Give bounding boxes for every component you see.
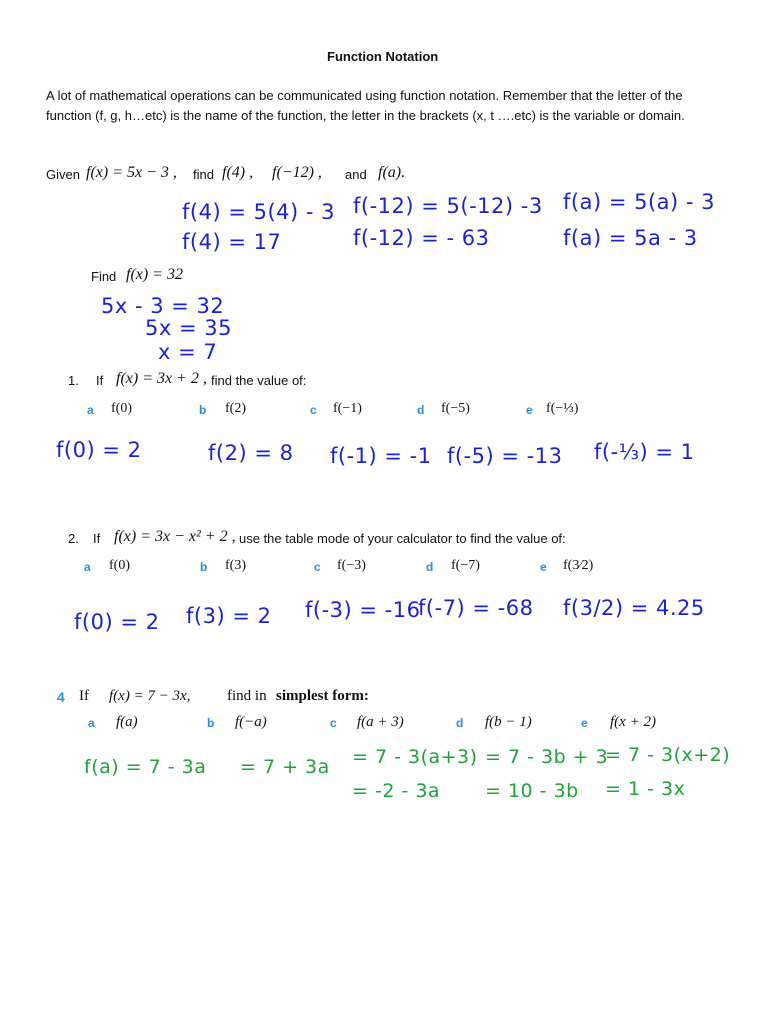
q2-part-d-answer: f(-7) = -68 — [418, 596, 534, 620]
q4-part-c-letter: c — [330, 716, 337, 730]
q4-part-e-expr: f(x + 2) — [610, 714, 656, 730]
given-work-col2-line1: f(-12) = 5(-12) -3 — [353, 194, 543, 218]
find-work-line3: x = 7 — [158, 340, 218, 364]
q1-part-d-expr: f(−5) — [441, 401, 470, 416]
q1-if: If — [96, 373, 104, 388]
q2-part-a-answer: f(0) = 2 — [74, 610, 160, 634]
q2-part-b-expr: f(3) — [225, 558, 246, 573]
q4-part-b-work-line1: = 7 + 3a — [240, 756, 330, 778]
q1-part-d-letter: d — [417, 403, 425, 417]
given-function: f(x) = 5x − 3 , — [86, 164, 177, 181]
q4-function: f(x) = 7 − 3x, — [109, 688, 191, 704]
given-work-col2-line2: f(-12) = - 63 — [353, 226, 490, 250]
q1-part-a-expr: f(0) — [111, 401, 132, 416]
q2-part-e-answer: f(3/2) = 4.25 — [563, 596, 705, 620]
q2-part-a-expr: f(0) — [109, 558, 130, 573]
find-work-line1: 5x - 3 = 32 — [101, 294, 225, 318]
q1-part-e-answer: f(-⅓) = 1 — [594, 440, 695, 464]
q2-number: 2. — [68, 531, 79, 546]
q4-part-b-expr: f(−a) — [235, 714, 267, 730]
q2-part-c-letter: c — [314, 560, 321, 574]
q4-part-e-work-line1: = 7 - 3(x+2) — [605, 744, 731, 766]
q1-function: f(x) = 3x + 2 , — [116, 370, 207, 387]
q2-function: f(x) = 3x − x² + 2 , — [114, 528, 236, 545]
given-label: Given — [46, 167, 80, 182]
q4-part-d-work-line2: = 10 - 3b — [485, 780, 579, 802]
q4-part-c-work-line2: = -2 - 3a — [352, 780, 441, 802]
q4-part-c-work-line1: = 7 - 3(a+3) — [352, 746, 478, 768]
q4-part-e-work-line2: = 1 - 3x — [605, 778, 686, 800]
find-label: Find — [91, 269, 117, 284]
given-work-col3-line2: f(a) = 5a - 3 — [563, 226, 698, 250]
given-work-col1-line2: f(4) = 17 — [182, 230, 282, 254]
q4-part-a-expr: f(a) — [116, 714, 138, 730]
q2-if: If — [93, 531, 101, 546]
q1-part-a-letter: a — [87, 403, 94, 417]
q1-part-c-expr: f(−1) — [333, 401, 362, 416]
q1-part-e-letter: e — [526, 403, 533, 417]
q2-part-c-expr: f(−3) — [337, 558, 366, 573]
q1-part-c-answer: f(-1) = -1 — [330, 444, 432, 468]
q4-part-a-work-line1: f(a) = 7 - 3a — [84, 756, 207, 778]
find-expression: f(x) = 32 — [126, 266, 183, 283]
q1-part-b-expr: f(2) — [225, 401, 246, 416]
q4-prompt-bold: simplest form: — [276, 688, 369, 704]
q4-number: 4 — [57, 689, 65, 705]
q4-prompt: find in — [227, 688, 267, 704]
q1-part-b-answer: f(2) = 8 — [208, 441, 294, 465]
q2-part-d-expr: f(−7) — [451, 558, 480, 573]
q1-prompt: find the value of: — [211, 373, 307, 388]
q4-part-b-letter: b — [207, 716, 215, 730]
q1-part-e-expr: f(−⅓) — [546, 401, 579, 416]
q1-part-d-answer: f(-5) = -13 — [447, 444, 563, 468]
q2-prompt: use the table mode of your calculator to find the value of: — [239, 531, 566, 546]
given-f4: f(4) , — [222, 164, 254, 181]
intro-paragraph: A lot of mathematical operations can be communicated using function notation. Remember that the letter of the function (f, g, h…etc) is the name of the function, the letter in the brackets (x, t ….etc) is the variable or domain. — [46, 88, 685, 123]
q1-part-b-letter: b — [199, 403, 207, 417]
given-find-label: find — [193, 167, 214, 182]
q1-part-c-letter: c — [310, 403, 317, 417]
q4-if: If — [79, 688, 89, 704]
q1-number: 1. — [68, 373, 79, 388]
q2-part-e-letter: e — [540, 560, 547, 574]
q4-part-c-expr: f(a + 3) — [357, 714, 404, 730]
q1-part-a-answer: f(0) = 2 — [56, 438, 142, 462]
given-work-col1-line1: f(4) = 5(4) - 3 — [182, 200, 335, 224]
given-fm12: f(−12) , — [272, 164, 322, 181]
q4-part-e-letter: e — [581, 716, 588, 730]
q2-part-d-letter: d — [426, 560, 434, 574]
given-and-label: and — [345, 167, 367, 182]
q4-part-d-work-line1: = 7 - 3b + 3 — [485, 746, 609, 768]
q2-part-a-letter: a — [84, 560, 91, 574]
given-fa: f(a). — [378, 164, 406, 181]
q4-part-d-letter: d — [456, 716, 464, 730]
q2-part-b-answer: f(3) = 2 — [186, 604, 272, 628]
given-work-col3-line1: f(a) = 5(a) - 3 — [563, 190, 715, 214]
q4-part-a-letter: a — [88, 716, 95, 730]
q4-part-d-expr: f(b − 1) — [485, 714, 532, 730]
find-work-line2: 5x = 35 — [145, 316, 232, 340]
q2-part-e-expr: f(3⁄2) — [563, 558, 594, 573]
q2-part-b-letter: b — [200, 560, 208, 574]
page-title: Function Notation — [327, 49, 439, 64]
q2-part-c-answer: f(-3) = -16 — [305, 598, 421, 622]
